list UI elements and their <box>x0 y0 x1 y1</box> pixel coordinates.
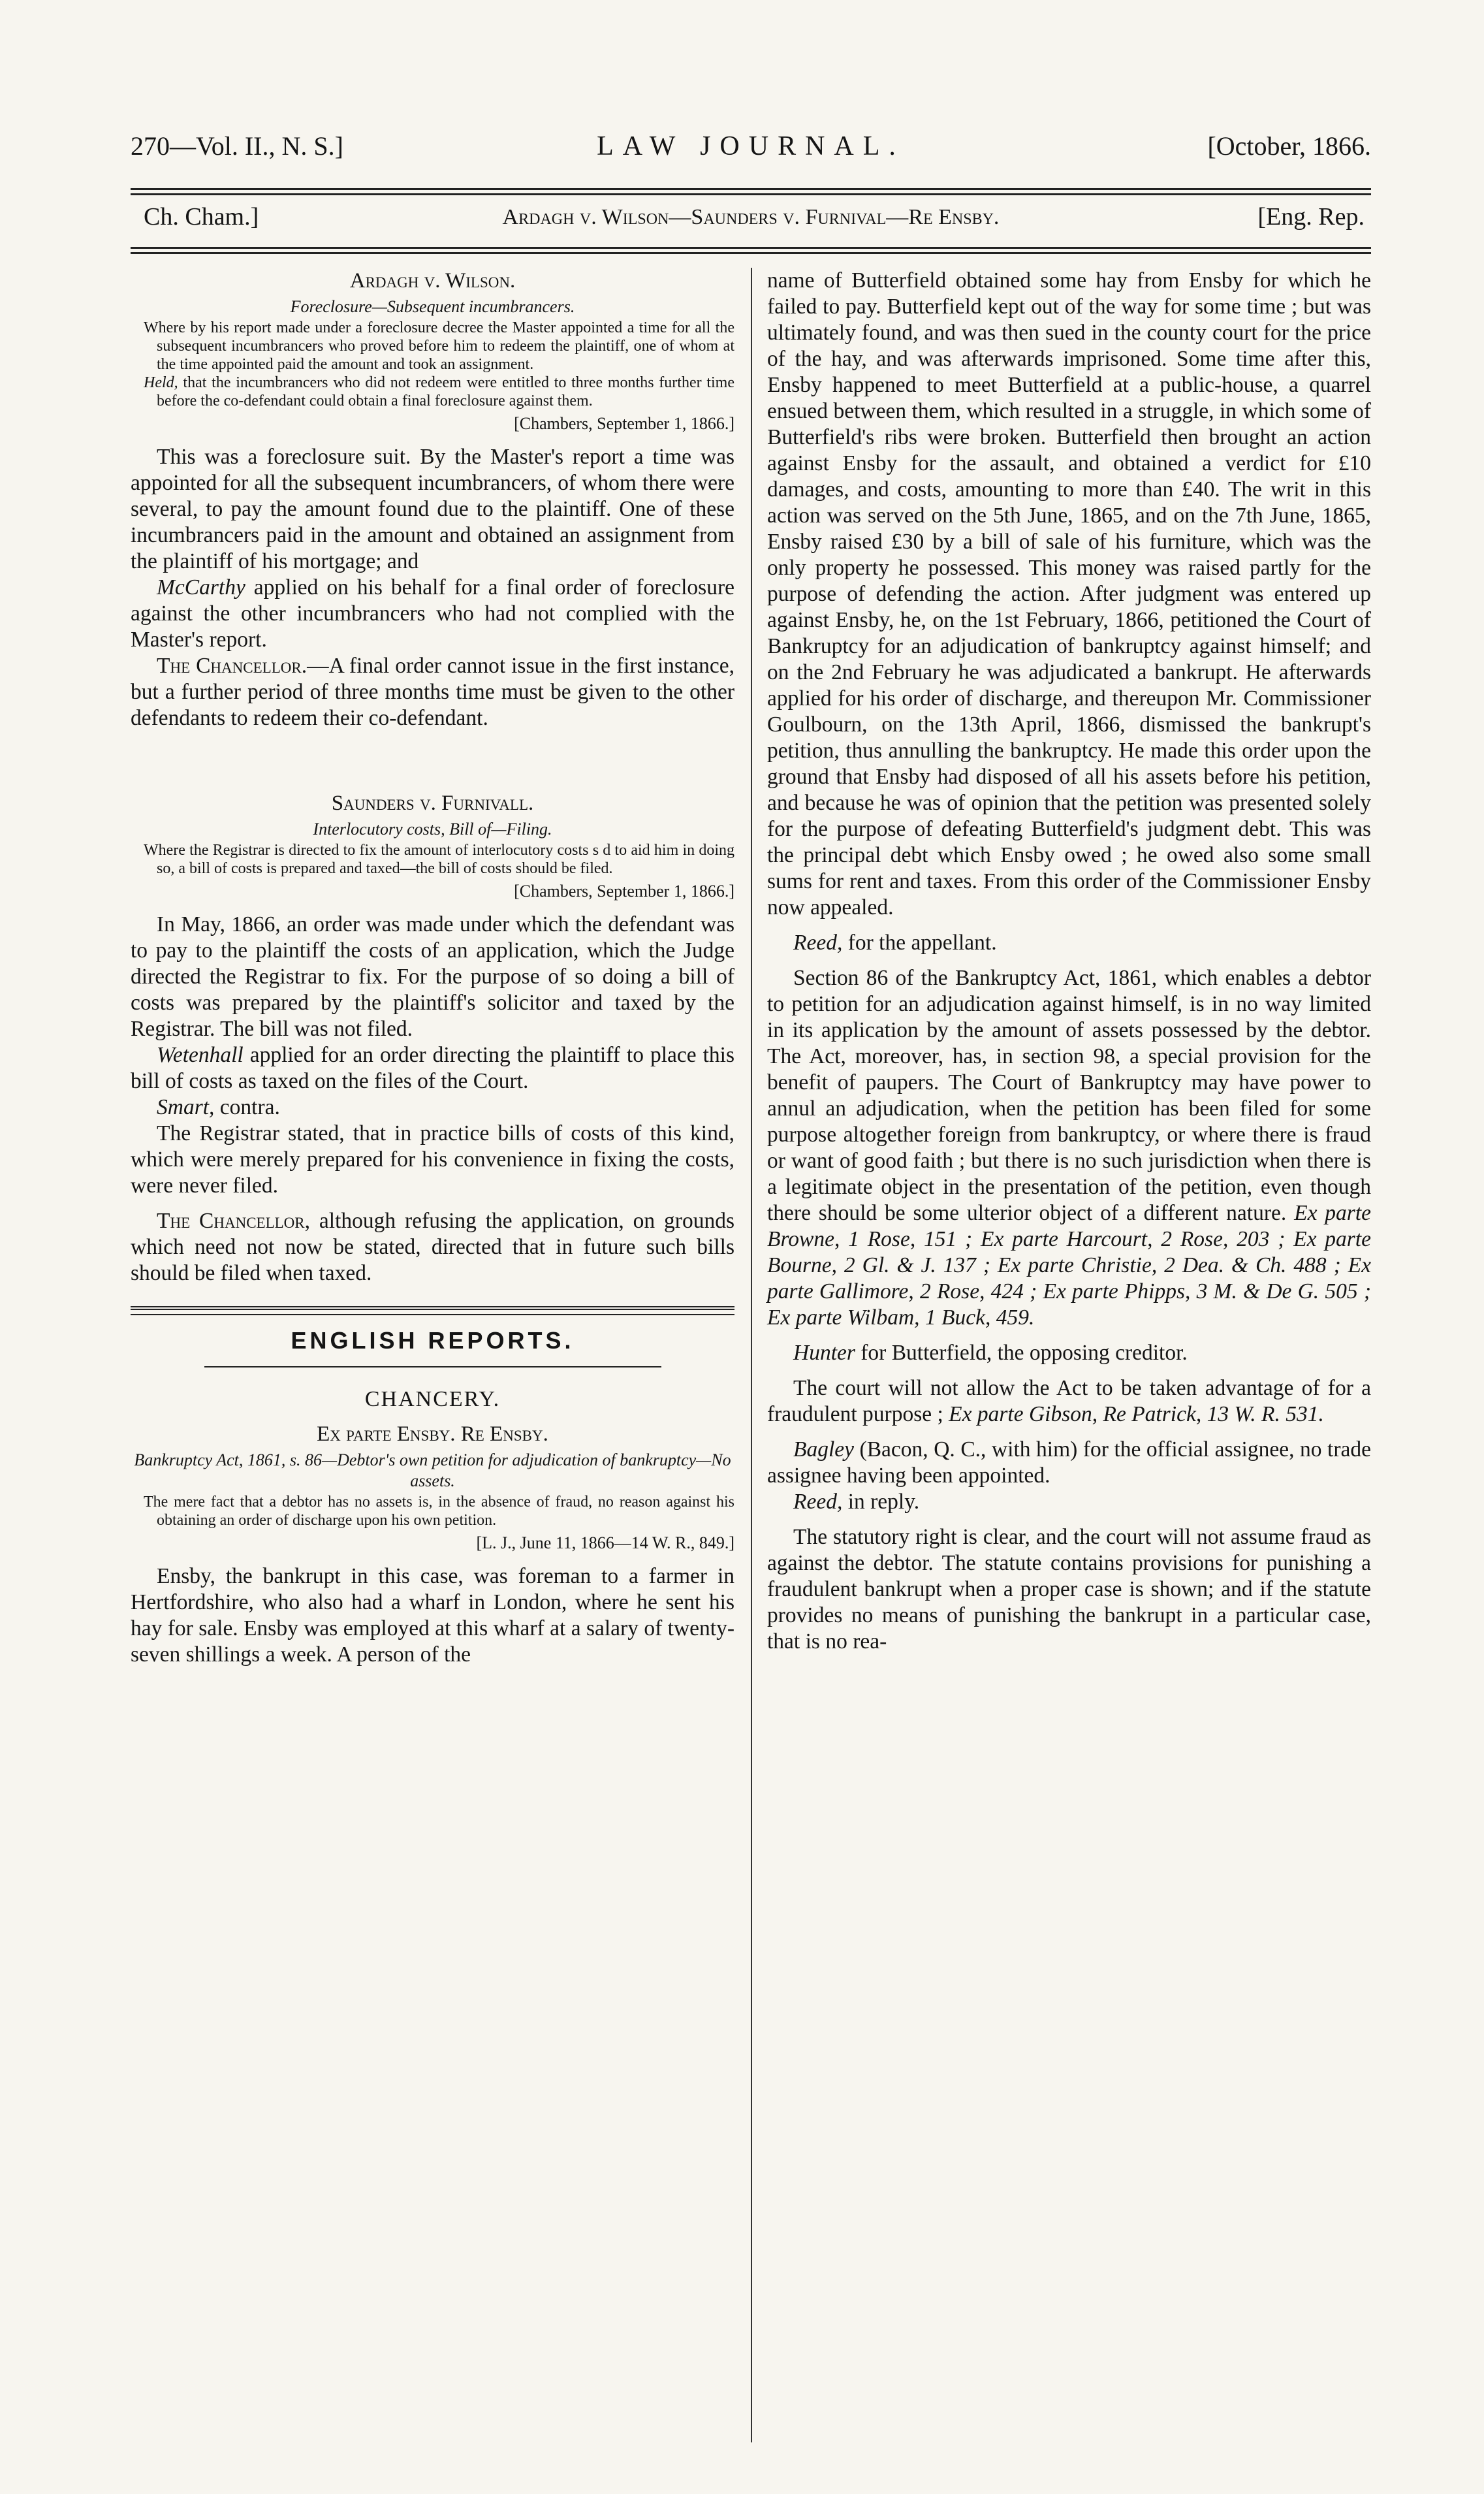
body-text: Section 86 of the Bankruptcy Act, 1861, which enables a debtor to petition for an adjudication against himself, is in no way limited in its application by the amount of assets possessed by the debtor. The Act, moreover, has, in section 98, a special provision for the benefit of paupers. The Court of Bankruptcy may have power to annul an adjudication, when the petition has been filed for some purpose altogether foreign from bankruptcy, or where there is fraud or want of good faith ; but there is no such jurisdiction when there is a legitimate object in the presentation of the petition, even though there should be some ulterior object of a different nature. <box>767 966 1371 1225</box>
body-paragraph <box>131 1042 734 1095</box>
counsel-name: Wetenhall <box>157 1043 244 1067</box>
running-head <box>131 131 1371 170</box>
running-head-left: 270—Vol. II., N. S.] <box>131 131 343 161</box>
case-head <box>131 202 1371 242</box>
body-paragraph <box>131 653 734 731</box>
section-double-rule <box>131 1306 734 1315</box>
body-paragraph: The statutory right is clear, and the court will not assume fraud as against the debtor. The statute contains provisions for punishing a fraudulent bankrupt when a proper case is shown; and if the statute provides no means of punishing the bankrupt in a particular case, that is no rea- <box>767 1525 1371 1654</box>
body-paragraph: The Registrar stated, that in practice bills of costs of this kind, which were merely prepared for his convenience in fixing the costs, were never filed. <box>131 1121 734 1198</box>
body-paragraph <box>131 1095 734 1121</box>
citation: [Chambers, September 1, 1866.] <box>514 414 734 433</box>
counsel-name: Reed, <box>793 1490 843 1514</box>
case-title: Ex parte Ensby. Re Ensby. <box>317 1422 548 1446</box>
header-rule-top <box>131 188 1371 190</box>
body-paragraph <box>131 575 734 653</box>
court-heading: CHANCERY. <box>364 1387 501 1411</box>
body-paragraph <box>767 1340 1371 1366</box>
counsel-name: Smart, <box>157 1095 215 1119</box>
running-head-date: [October, 1866. <box>1207 131 1371 161</box>
body-paragraph <box>767 1489 1371 1515</box>
column-divider <box>751 268 752 2442</box>
header-rule-bottom <box>131 193 1371 195</box>
headnote-text: that the incumbrancers who did not redeem were entitled to three months further time before the co-defendant could obtain a final foreclosure against them. <box>157 374 734 409</box>
right-column <box>767 268 1371 1655</box>
section-title: ENGLISH REPORTS. <box>291 1327 575 1354</box>
headnote-paragraph: Where by his report made under a foreclosure decree the Master appointed a time for all the subsequent incumbrancers who proved before him to redeem the plaintiff, one of whom at the time appointed paid the amount and took an assignment. <box>144 319 734 373</box>
body-paragraph: This was a foreclosure suit. By the Master's report a time was appointed for all the subsequent incumbrancers, of whom there were several, to pay the amount found due to the plaintiff. One of these incumbrancers paid in the amount and obtained an assignment from the plaintiff of his mortgage; and <box>131 445 734 573</box>
spacer <box>131 731 734 790</box>
case-subject: Interlocutory costs, Bill of—Filing. <box>313 820 552 839</box>
body-text: applied for an order directing the plaintiff to place this bill of costs as taxed on the files of the Court. <box>131 1043 734 1093</box>
judge-name: The Chancellor, <box>157 1209 311 1233</box>
journal-title: LAW JOURNAL. <box>597 131 905 161</box>
case-references: Ex parte Browne, 1 Rose, 151 ; Ex parte Harcourt, 2 Rose, 203 ; Ex parte Bourne, 2 Gl. & J. 137 ; Ex parte Christie, 2 Dea. & Ch. 488 ; Ex parte Gallimore, 2 Rose, 424 ; Ex parte Phipps, 3 M. & De G. 505 ; Ex parte Wilbam, 1 Buck, 459. <box>767 1201 1372 1330</box>
casehead-rule-top <box>131 247 1371 249</box>
case-title: Ardagh v. Wilson. <box>349 269 516 293</box>
body-text: —A final order cannot issue in the first instance, but a further period of three months time must be given to the other defendants to redeem their co-defendant. <box>131 654 734 730</box>
case-ex-parte-ensby <box>131 1421 734 1668</box>
body-paragraph <box>767 930 1371 956</box>
counsel-name: Bagley <box>793 1437 855 1462</box>
body-text: although refusing the application, on grounds which need not now be stated, directed that in future such bills should be filed when taxed. <box>131 1209 734 1285</box>
case-subject: Foreclosure—Subsequent incumbrancers. <box>290 297 575 316</box>
body-paragraph <box>767 1437 1371 1489</box>
headnote <box>131 1493 734 1529</box>
case-ardagh-v-wilson <box>131 268 734 731</box>
body-text: for Butterfield, the opposing creditor. <box>855 1341 1188 1365</box>
left-column <box>131 268 734 1668</box>
body-paragraph <box>131 1208 734 1287</box>
citation: [L. J., June 11, 1866—14 W. R., 849.] <box>476 1533 734 1552</box>
body-paragraph-continued: name of Butterfield obtained some hay from Ensby for which he failed to pay. Butterfield kept out of the way for some time ; but was ultimately found, and was then sued in the county court for the price of the hay, and was afterwards imprisoned. Some time after this, Ensby happened to meet Butterfield at a public-house, a quarrel ensued between them, which resulted in a struggle, in which some of Butterfield's ribs were broken. Butterfield then brought an action against Ensby for the assault, and obtained a verdict for £10 damages, and costs, amounting to more than £40. The writ in this action was served on the 5th June, 1865, and on the 7th June, 1865, Ensby raised £30 by a bill of sale of his furniture, which was the only property he possessed. This money was raised partly for the purpose of defending the action. After judgment was entered up against Ensby, he, on the 1st February, 1866, petitioned the Court of Bankruptcy for an adjudication of bankruptcy against himself; and on the 2nd February he was adjudicated a bankrupt. He afterwards applied for his order of discharge, and thereupon Mr. Commissioner Goulbourn, on the 13th April, 1866, dismissed the bankrupt's petition, thus annulling the bankruptcy. He made this order upon the ground that Ensby had disposed of all his assets before his petition, and because he was of opinion that the petition was presented solely for the purpose of defeating Butterfield's judgment debt. This was the principal debt which Ensby owed ; he owed also some small sums for rent and taxes. From this order of the Commissioner Ensby now appealed. <box>767 268 1371 919</box>
body-text: applied on his behalf for a final order of foreclosure against the other incumbrancers who had not complied with the Master's report. <box>131 575 734 652</box>
judge-name: The Chancellor. <box>157 654 308 678</box>
section-rule <box>204 1366 661 1367</box>
body-paragraph <box>767 965 1371 1331</box>
body-text: (Bacon, Q. C., with him) for the official assignee, no trade assignee having been appointed. <box>767 1437 1371 1488</box>
counsel-name: McCarthy <box>157 575 245 600</box>
body-paragraph: Ensby, the bankrupt in this case, was foreman to a farmer in Hertfordshire, who also had a wharf in London, where he sent his hay for sale. Ensby was employed at this wharf at a salary of twenty-seven shillings a week. A person of the <box>131 1564 734 1667</box>
held-label: Held, <box>144 374 178 391</box>
case-head-left: Ch. Cham.] <box>144 203 259 231</box>
body-paragraph: In May, 1866, an order was made under which the defendant was to pay to the plaintiff the costs of an application, which the Judge directed the Registrar to fix. For the purpose of so doing a bill of costs was prepared by the plaintiff's solicitor and taxed by the Registrar. The bill was not filed. <box>131 912 734 1041</box>
case-title: Saunders v. Furnivall. <box>331 791 534 815</box>
headnote <box>131 841 734 878</box>
citation: [Chambers, September 1, 1866.] <box>514 882 734 901</box>
body-text: contra. <box>214 1095 280 1119</box>
body-text: in reply. <box>842 1490 920 1514</box>
case-subject: Bankruptcy Act, 1861, s. 86—Debtor's own petition for adjudication of bankruptcy—No assets. <box>134 1450 731 1490</box>
headnote-paragraph: The mere fact that a debtor has no assets is, in the absence of fraud, no reason against his obtaining an order of discharge upon his own petition. <box>144 1494 734 1529</box>
case-head-center: Ardagh v. Wilson—Saunders v. Furnival—Re Ensby. <box>502 205 1000 229</box>
case-references: Ex parte Gibson, Re Patrick, 13 W. R. 531. <box>943 1402 1324 1426</box>
casehead-rule-bottom <box>131 252 1371 254</box>
case-head-right: [Eng. Rep. <box>1257 203 1365 231</box>
body-text: The court will not allow the Act to be taken advantage of for a fraudulent purpose ; <box>767 1376 1371 1426</box>
page <box>131 131 1371 2455</box>
body-text: for the appellant. <box>842 931 997 955</box>
headnote-paragraph <box>131 374 734 410</box>
counsel-name: Hunter <box>793 1341 855 1365</box>
counsel-name: Reed, <box>793 931 843 955</box>
headnote-paragraph: Where the Registrar is directed to fix the amount of interlocutory costs s d to aid him in doing so, a bill of costs is prepared and taxed—the bill of costs should be filed. <box>144 842 734 877</box>
body-paragraph <box>767 1375 1371 1428</box>
headnote <box>131 319 734 410</box>
case-saunders-v-furnivall <box>131 790 734 1287</box>
